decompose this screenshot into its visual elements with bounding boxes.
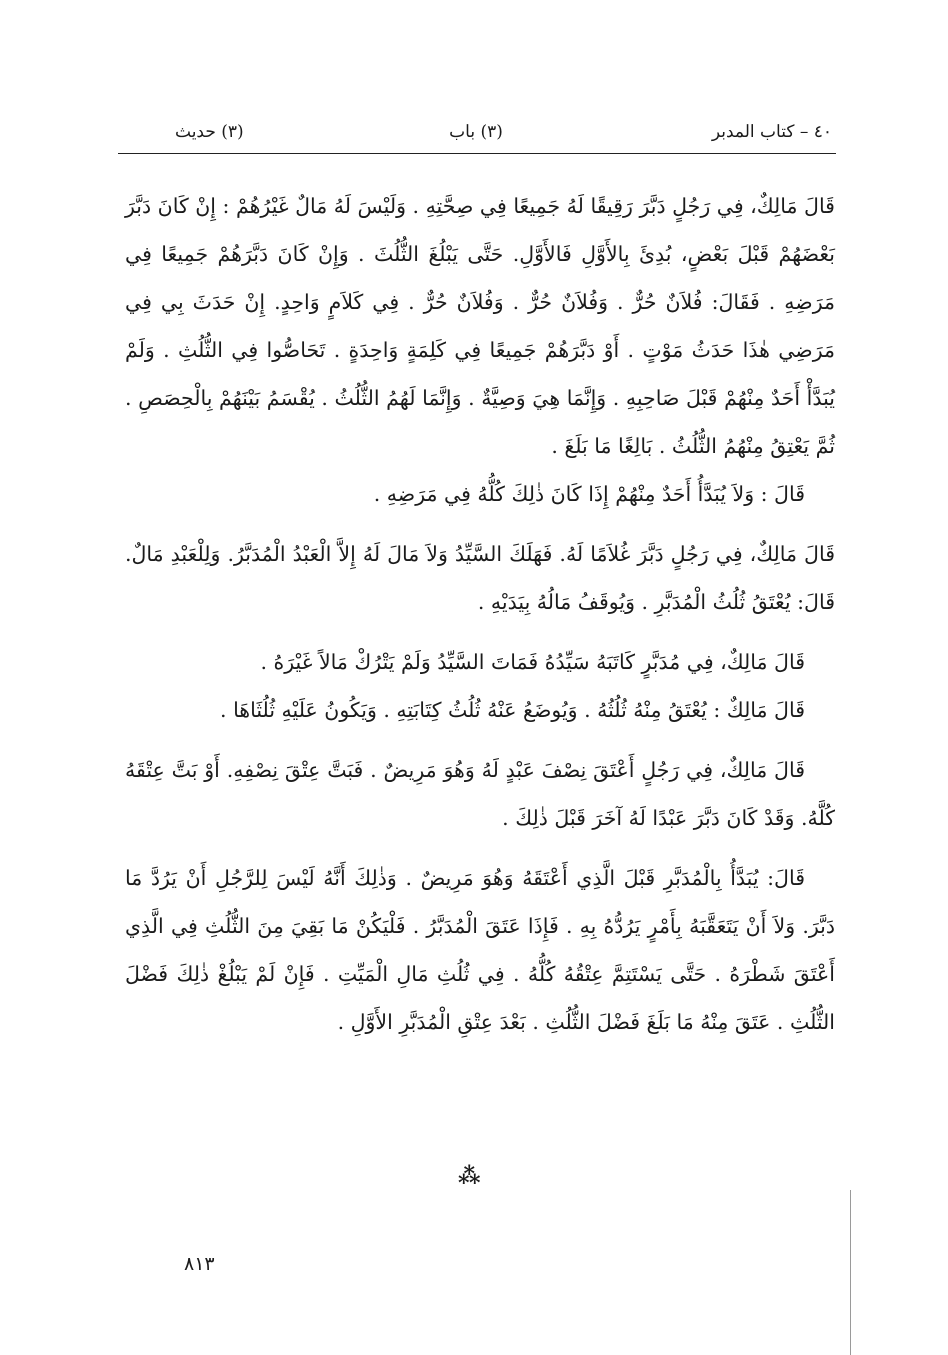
paragraph-4: قَالَ مَالِكٌ، فِي مُدَبَّرٍ كَاتَبَهُ سَيِّدُهُ فَمَاتَ السَّيِّدُ وَلَمْ يَتْرُكْ مَالاً غَيْرَهُ . [260, 650, 805, 674]
running-header [120, 122, 832, 152]
section-ornament: ⁂ [458, 1163, 481, 1189]
header-rule [118, 153, 836, 154]
paragraph-2: قَالَ : وَلاَ يُبَدَّأُ أَحَدٌ مِنْهُمْ إِذَا كَانَ ذٰلِكَ كُلُّهُ فِي مَرَضِهِ . [373, 482, 805, 506]
header-book-title: ٤٠ – كتاب المدبر [711, 122, 832, 142]
paragraph-5: قَالَ مَالِكٌ : يُعْتَقُ مِنْهُ ثُلُثُهُ . وَيُوضَعُ عَنْهُ ثُلُثُ كِتَابَتِهِ . وَيَكُونُ عَلَيْهِ ثُلُثَاهَا . [220, 698, 805, 722]
header-hadith-number: (٣) حديث [175, 122, 244, 142]
paragraph-6: قَالَ مَالِكٌ، فِي رَجُلٍ أَعْتَقَ نِصْفَ عَبْدٍ لَهُ وَهُوَ مَرِيضٌ . فَبَتَّ عِتْقَ نِصْفِهِ. أَوْ بَتَّ عِتْقَهُ كُلَّهُ. وَقَدْ كَانَ دَبَّرَ عَبْدًا لَهُ آخَرَ قَبْلَ ذٰلِكَ . [125, 758, 835, 830]
header-chapter: (٣) باب [449, 122, 503, 142]
paragraph-7: قَالَ: يُبَدَّأُ بِالْمُدَبَّرِ قَبْلَ الَّذِي أَعْتَقَهُ وَهُوَ مَرِيضٌ . وَذٰلِكَ أَنَّهُ لَيْسَ لِلرَّجُلِ أَنْ يَرُدَّ مَا دَبَّرَ. وَلاَ أَنْ يَتَعَقَّبَهُ بِأَمْرٍ يَرُدُّهُ بِهِ . فَإِذَا عَتَقَ الْمُدَبَّرُ . فَلْيَكُنْ مَا بَقِيَ مِنَ الثُّلُثِ فِي الَّذِي أَعْتَقَ شَطْرَهُ . حَتَّى يَسْتَتِمَّ عِتْقُهُ كُلُّهُ . فِي ثُلُثِ مَالِ الْمَيِّتِ . فَإِنْ لَمْ يَبْلُغْ ذٰلِكَ فَضْلَ الثُّلُثِ . عَتَقَ مِنْهُ مَا بَلَغَ فَضْلَ الثُّلُثِ . بَعْدَ عِتْقِ الْمُدَبَّرِ الأَوَّلِ . [125, 866, 835, 1034]
paragraph-1: قَالَ مَالِكٌ، فِي رَجُلٍ دَبَّرَ رَقِيقًا لَهُ جَمِيعًا فِي صِحَّتِهِ . وَلَيْسَ لَهُ مَالٌ غَيْرُهُمْ : إِنْ كَانَ دَبَّرَ بَعْضَهُمْ قَبْلَ بَعْضٍ، بُدِئَ بِالأَوَّلِ فَالأَوَّلِ. حَتَّى يَبْلُغَ الثُّلُثَ . وَإِنْ كَانَ دَبَّرَهُمْ جَمِيعًا فِي مَرَضِهِ . فَقَالَ: فُلاَنٌ حُرٌّ . وَفُلاَنٌ حُرٌّ . وَفُلاَنٌ حُرٌّ . فِي كَلاَمٍ وَاحِدٍ. إِنْ حَدَثَ بِي فِي مَرَضِي هٰذَا حَدَثُ مَوْتٍ . أَوْ دَبَّرَهُمْ جَمِيعًا فِي كَلِمَةٍ وَاحِدَةٍ . تَحَاصُّوا فِي الثُّلُثِ . وَلَمْ يُبَدَّأْ أَحَدٌ مِنْهُمْ قَبْلَ صَاحِبِهِ . وَإِنَّمَا هِيَ وَصِيَّةٌ . وَإِنَّمَا لَهُمُ الثُّلُثُ . يُقْسَمُ بَيْنَهُمْ بِالْحِصَصِ . ثُمَّ يَعْتِقُ مِنْهُمُ الثُّلُثُ . بَالِغًا مَا بَلَغَ . [125, 194, 835, 458]
margin-line [850, 1190, 851, 1355]
paragraph-3: قَالَ مَالِكٌ، فِي رَجُلٍ دَبَّرَ غُلاَمًا لَهُ. فَهَلَكَ السَّيِّدُ وَلاَ مَالَ لَهُ إِلاَّ الْعَبْدُ الْمُدَبَّرُ. وَلِلْعَبْدِ مَالٌ. قَالَ: يُعْتَقُ ثُلُثُ الْمُدَبَّرِ . وَيُوقَفُ مَالُهُ بِيَدَيْهِ . [125, 542, 835, 614]
body-text [125, 182, 835, 1046]
page-number: ٨١٣ [184, 1253, 215, 1275]
